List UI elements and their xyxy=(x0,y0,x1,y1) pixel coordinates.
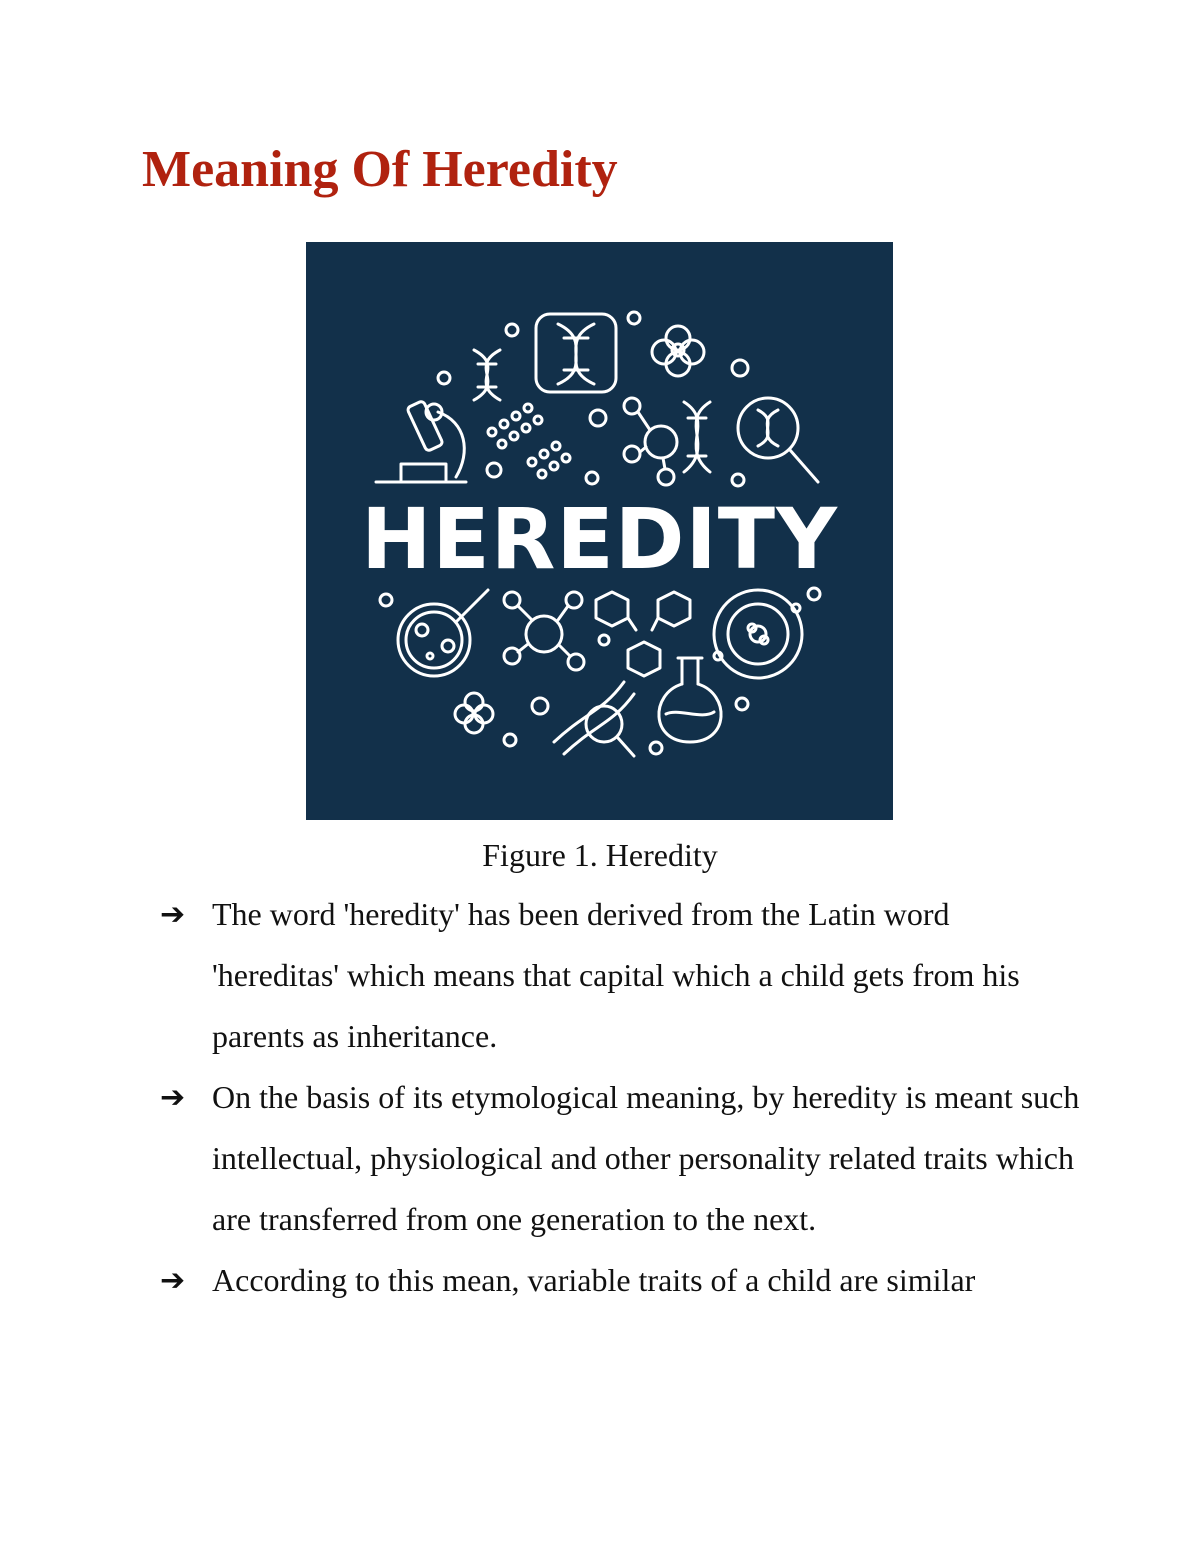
heredity-figure xyxy=(306,242,893,820)
bullet-item xyxy=(160,1067,1080,1250)
bullet-list xyxy=(160,884,1080,1311)
figure-heredity-word: HEREDITY xyxy=(361,490,838,588)
figure-caption: Figure 1. Heredity xyxy=(482,837,718,873)
arrow-bullet-icon: ➔ xyxy=(160,1263,186,1298)
bullet-text: The word 'heredity' has been derived from the Latin word 'hereditas' which means that capital which a child gets from his parents as inheritance. xyxy=(212,896,1020,1054)
arrow-bullet-icon: ➔ xyxy=(160,897,186,932)
heredity-illustration xyxy=(306,242,893,820)
bullet-item xyxy=(160,884,1080,1067)
bullet-item xyxy=(160,1250,1080,1311)
bullet-text: According to this mean, variable traits of a child are similar xyxy=(212,1262,976,1298)
arrow-bullet-icon: ➔ xyxy=(160,1080,186,1115)
bullet-text: On the basis of its etymological meaning, by heredity is meant such intellectual, physiological and other personality related traits which are transferred from one generation to the next. xyxy=(212,1079,1080,1237)
page-title: Meaning Of Heredity xyxy=(142,141,618,198)
